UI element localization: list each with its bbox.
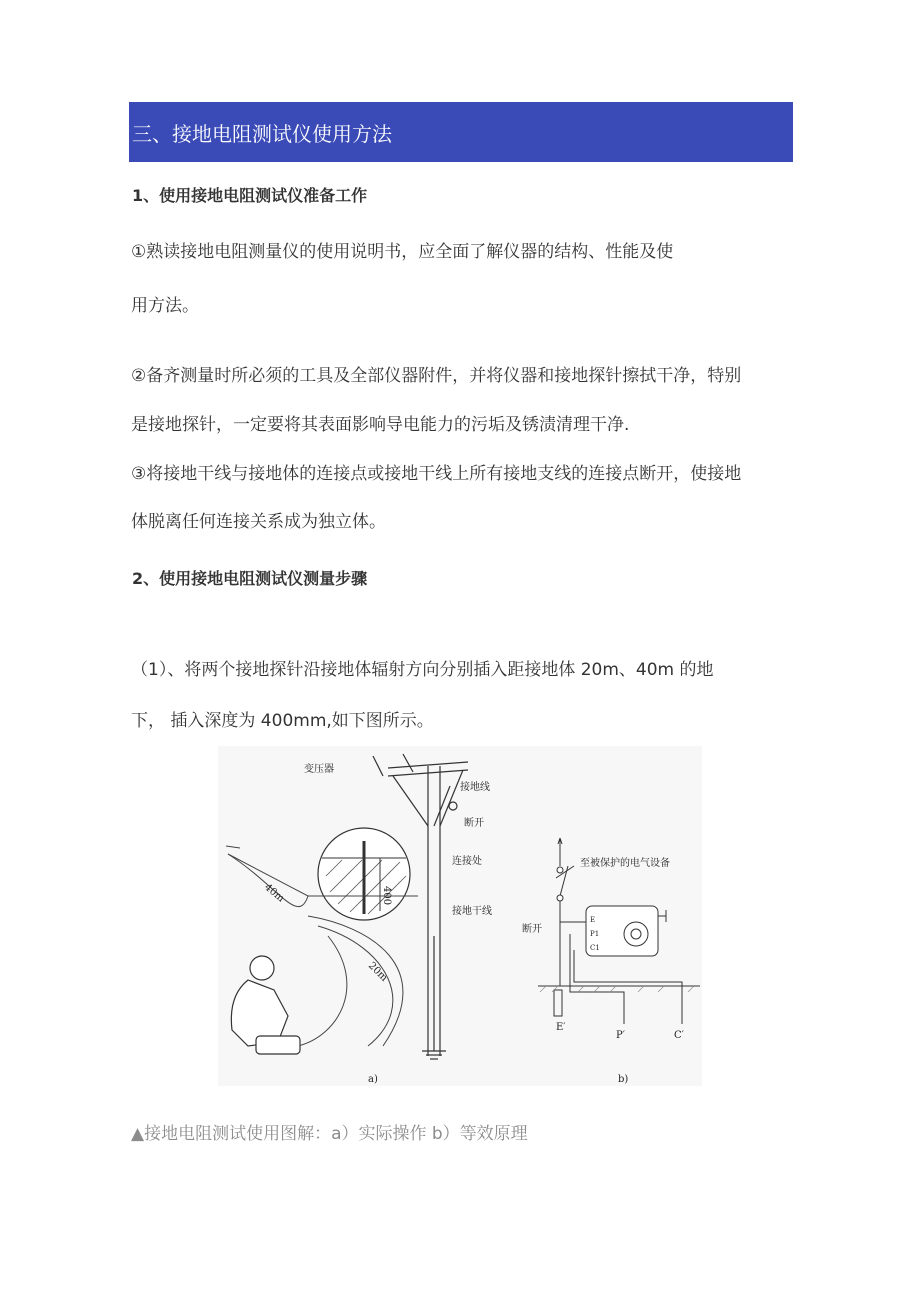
depth-label: 400 — [381, 886, 392, 906]
item1-line2: 用方法。 — [131, 296, 199, 316]
figure-b-label: b) — [618, 1074, 629, 1085]
item2-line1: ②备齐测量时所必须的工具及全部仪器附件，并将仪器和接地探针擦拭干净，特别 — [131, 366, 742, 386]
terminal-e-label: E — [590, 916, 596, 924]
terminal-p-label: P1 — [590, 930, 600, 938]
electrode-e-label: E′ — [556, 1022, 566, 1033]
trunk-label: 接地干线 — [452, 906, 492, 917]
dist20-label: 20m — [365, 960, 390, 984]
item3-line1: ③将接地干线与接地体的连接点或接地干线上所有接地支线的连接点断开，使接地 — [131, 464, 742, 484]
item2-line2: 是接地探针，一定要将其表面影响导电能力的污垢及锈渍清理干净. — [131, 415, 630, 435]
figure-caption: ▲接地电阻测试使用图解：a）实际操作 b）等效原理 — [131, 1124, 528, 1144]
disconnect-label-b: 断开 — [522, 924, 542, 935]
ground-wire-label: 接地线 — [460, 782, 490, 793]
part1-heading: 1、使用接地电阻测试仪准备工作 — [132, 186, 368, 205]
figure-a-label: a) — [368, 1074, 378, 1085]
section-banner — [129, 102, 793, 162]
electrode-c-label: C′ — [674, 1030, 684, 1041]
diagram-svg — [218, 746, 702, 1086]
magnified-probe — [318, 828, 410, 920]
diagram-figure — [218, 746, 702, 1086]
terminal-c-label: C1 — [590, 944, 600, 952]
section-title: 三、接地电阻测试仪使用方法 — [132, 122, 392, 146]
step1-line1: （1）、将两个接地探针沿接地体辐射方向分别插入距接地体 20m、40m 的地 — [131, 660, 714, 680]
connection-label: 连接处 — [452, 856, 482, 867]
part2-heading: 2、使用接地电阻测试仪测量步骤 — [132, 569, 368, 588]
item3-line2: 体脱离任何连接关系成为独立体。 — [131, 512, 386, 532]
step1-line2: 下， 插入深度为 400mm,如下图所示。 — [131, 711, 434, 731]
to-device-label: 至被保护的电气设备 — [580, 858, 670, 869]
electrode-p-label: P′ — [616, 1030, 625, 1041]
transformer-label: 变压器 — [304, 764, 334, 775]
item1-line1: ①熟读接地电阻测量仪的使用说明书，应全面了解仪器的结构、性能及使 — [131, 242, 674, 262]
dist40-label: 40m — [262, 881, 287, 905]
disconnect-label-a: 断开 — [464, 818, 484, 829]
